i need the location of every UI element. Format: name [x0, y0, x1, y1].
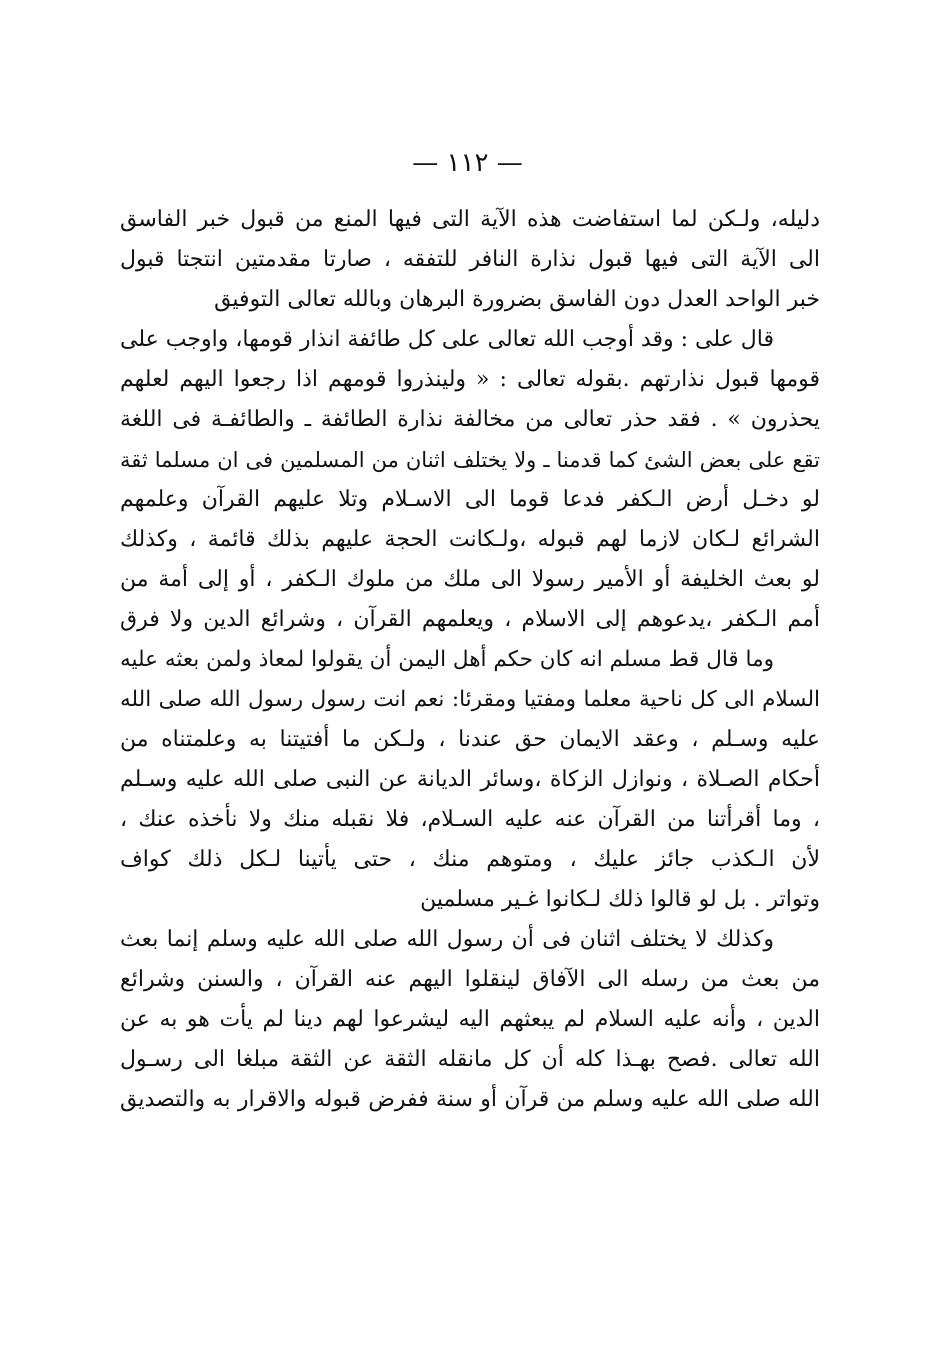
text-line: الشرائع لـكان لازما لهم قبوله ،ولـكانت الحجة عليهم بذلك قائمة ، وكذلك	[120, 527, 820, 552]
text-line: لأن الـكذب جائز عليك ، ومتوهم منك ، حتى يأتينا لـكل ذلك كواف	[120, 847, 820, 872]
page-number: — ١١٢ —	[412, 148, 523, 178]
text-line: وتواتر . بل لو قالوا ذلك لـكانوا غـير مسلمين	[420, 887, 820, 912]
text-line: لو دخـل أرض الـكفر فدعا قوما الى الاسـلام وتلا عليهم القرآن وعلمهم	[120, 487, 820, 512]
text-line: يحذرون » . فقد حذر تعالى من مخالفة نذارة الطائفة ـ والطائفـة فى اللغة	[120, 407, 820, 432]
text-line: أحكام الصـلاة ، ونوازل الزكاة ،وسائر الديانة عن النبى صلى الله عليه وسـلم	[120, 767, 820, 792]
text-line: وما قال قط مسلم انه كان حكم أهل اليمن أن يقولوا لمعاذ ولمن بعثه عليه	[120, 647, 774, 672]
text-line: عليه وسـلم ، وعقد الايمان حق عندنا ، ولـكن ما أفتيتنا به وعلمتناه من	[120, 727, 820, 752]
text-line: خبر الواحد العدل دون الفاسق بضرورة البرهان وبالله تعالى التوفيق	[214, 287, 820, 312]
text-line: قال على : وقد أوجب الله تعالى على كل طائفة انذار قومها، واوجب على	[120, 327, 774, 352]
text-line: الله صلى الله عليه وسلم من قرآن أو سنة ففرض قبوله والاقرار به والتصديق	[120, 1087, 820, 1112]
text-line: من بعث من رسله الى الآفاق لينقلوا اليهم عنه القرآن ، والسنن وشرائع	[120, 967, 820, 992]
text-line: تقع على بعض الشئ كما قدمنا ـ ولا يختلف اثنان من المسلمين فى ان مسلما ثقة	[120, 448, 820, 472]
text-line: الدين ، وأنه عليه السلام لم يبعثهم اليه ليشرعوا لهم دينا لم يأت هو به عن	[120, 1007, 820, 1032]
text-line: السلام الى كل ناحية معلما ومفتيا ومقرئا: نعم انت رسول رسول الله صلى الله	[120, 687, 820, 712]
text-line: أمم الـكفر ،يدعوهم إلى الاسلام ، ويعلمهم القرآن ، وشرائع الدين ولا فرق	[120, 607, 820, 632]
text-line: الى الآية التى فيها قبول نذارة النافر للتفقه ، صارتا مقدمتين انتجتا قبول	[120, 247, 820, 272]
text-line: لو بعث الخليفة أو الأمير رسولا الى ملك من ملوك الـكفر ، أو إلى أمة من	[120, 567, 820, 592]
body-text	[120, 200, 820, 1120]
text-line: وكذلك لا يختلف اثنان فى أن رسول الله صلى الله عليه وسلم إنما بعث	[120, 927, 774, 952]
text-line: ، وما أقرأتنا من القرآن عنه عليه السـلام، فلا نقبله منك ولا نأخذه عنك ،	[120, 807, 820, 832]
text-line: دليله، ولـكن لما استفاضت هذه الآية التى فيها المنع من قبول خبر الفاسق	[120, 207, 820, 232]
text-line: قومها قبول نذارتهم .بقوله تعالى : « ولينذروا قومهم اذا رجعوا اليهم لعلهم	[120, 367, 820, 392]
text-line: الله تعالى .فصح بهـذا كله أن كل مانقله الثقة عن الثقة مبلغا الى رسـول	[120, 1047, 820, 1072]
